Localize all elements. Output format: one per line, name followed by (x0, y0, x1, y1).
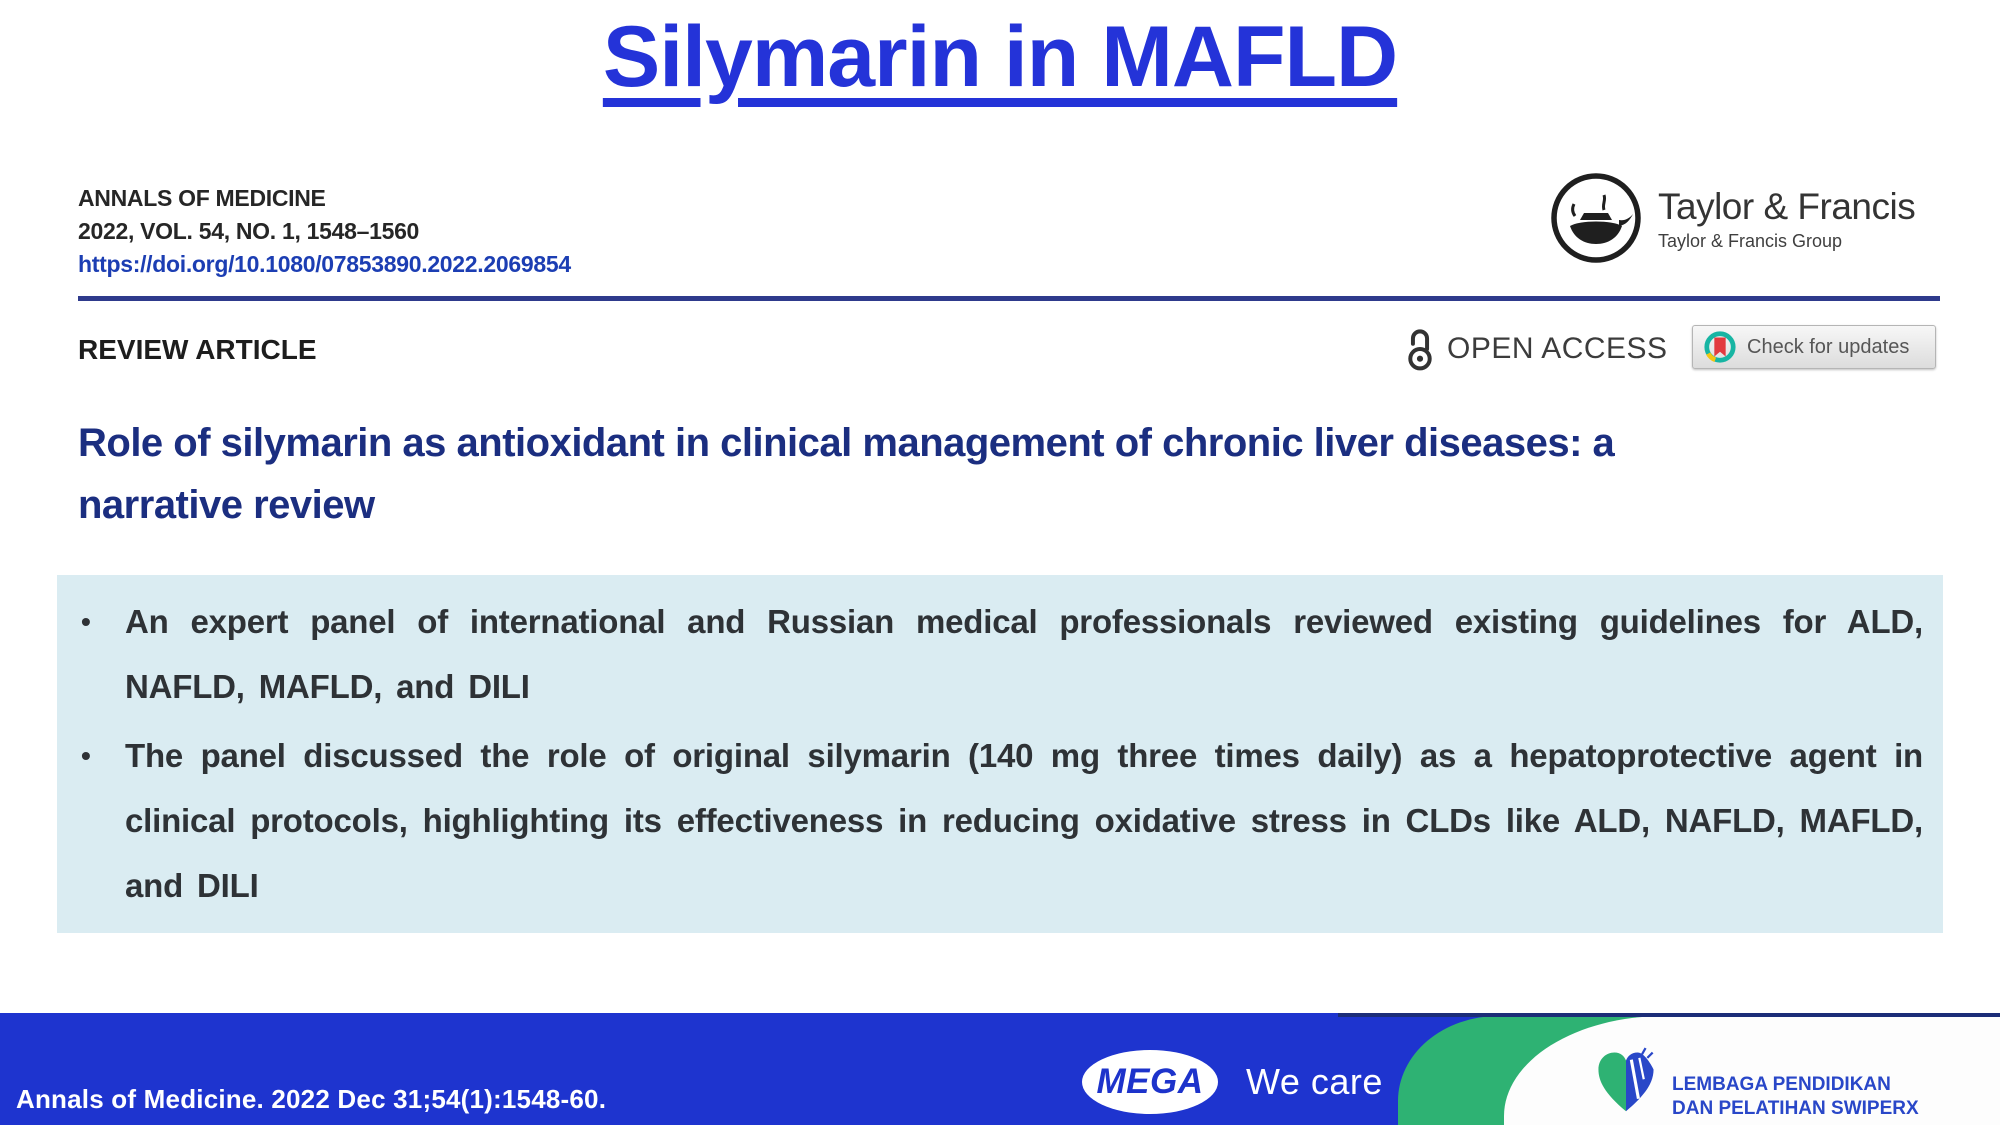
summary-bullet-2 (81, 723, 1923, 918)
publisher-group: Taylor & Francis Group (1658, 231, 1843, 251)
journal-volume-line: 2022, VOL. 54, NO. 1, 1548–1560 (78, 218, 420, 244)
open-access-block (1405, 326, 1668, 372)
check-for-updates-label: Check for updates (1747, 335, 1910, 358)
summary-box (57, 575, 1943, 933)
open-access-label: OPEN ACCESS (1447, 332, 1668, 365)
footer-bar (0, 1013, 2000, 1125)
bullet-dot (81, 723, 125, 918)
swiperx-text (1672, 1073, 1919, 1121)
citation-text: Annals of Medicine. 2022 Dec 31;54(1):1548-60. (16, 1084, 607, 1114)
mega-oval (1082, 1050, 1218, 1114)
footer-top-line (1338, 1013, 2000, 1017)
swiperx-line2: DAN PELATIHAN SWIPERX (1672, 1098, 1919, 1119)
slide-title: Silymarin in MAFLD (602, 9, 1398, 105)
masthead-divider (78, 296, 1940, 301)
journal-name: ANNALS OF MEDICINE (78, 185, 326, 211)
swiperx-logo (1594, 1047, 1919, 1121)
article-type-label: REVIEW ARTICLE (78, 334, 317, 365)
publisher-name: Taylor & Francis (1658, 186, 1916, 227)
journal-masthead (78, 182, 571, 281)
bullet-text: An expert panel of international and Russian medical professionals reviewed existing guidelines for ALD, NAFLD, MAFLD, and DILI (125, 603, 1923, 705)
summary-bullet-1 (81, 589, 1923, 719)
journal-doi-link[interactable]: https://doi.org/10.1080/07853890.2022.2069854 (78, 251, 571, 277)
bullet-dot (81, 589, 125, 719)
mega-wordmark: MEGA (1096, 1062, 1204, 1101)
publisher-logo (1548, 170, 1915, 266)
swiperx-line1: LEMBAGA PENDIDIKAN (1672, 1074, 1891, 1095)
article-title: Role of silymarin as antioxidant in clinical management of chronic liver diseases: a narrative review (78, 421, 1615, 527)
mega-tagline: We care (1246, 1061, 1383, 1102)
check-for-updates-button[interactable] (1692, 325, 1936, 369)
bullet-text: The panel discussed the role of original silymarin (140 mg three times daily) as a hepatoprotective agent in clinical protocols, highlighting its effectiveness in reducing oxidative stress in CLDs like ALD, NAFLD, MAFLD, and DILI (125, 737, 1923, 904)
open-access-lock-icon (1405, 326, 1435, 372)
mega-wecare-logo (1082, 1050, 1383, 1114)
publisher-text (1658, 170, 1915, 252)
heart-book-icon (1594, 1047, 1658, 1115)
crossmark-bookmark-icon (1703, 330, 1737, 364)
taylor-francis-lamp-icon (1548, 170, 1644, 266)
